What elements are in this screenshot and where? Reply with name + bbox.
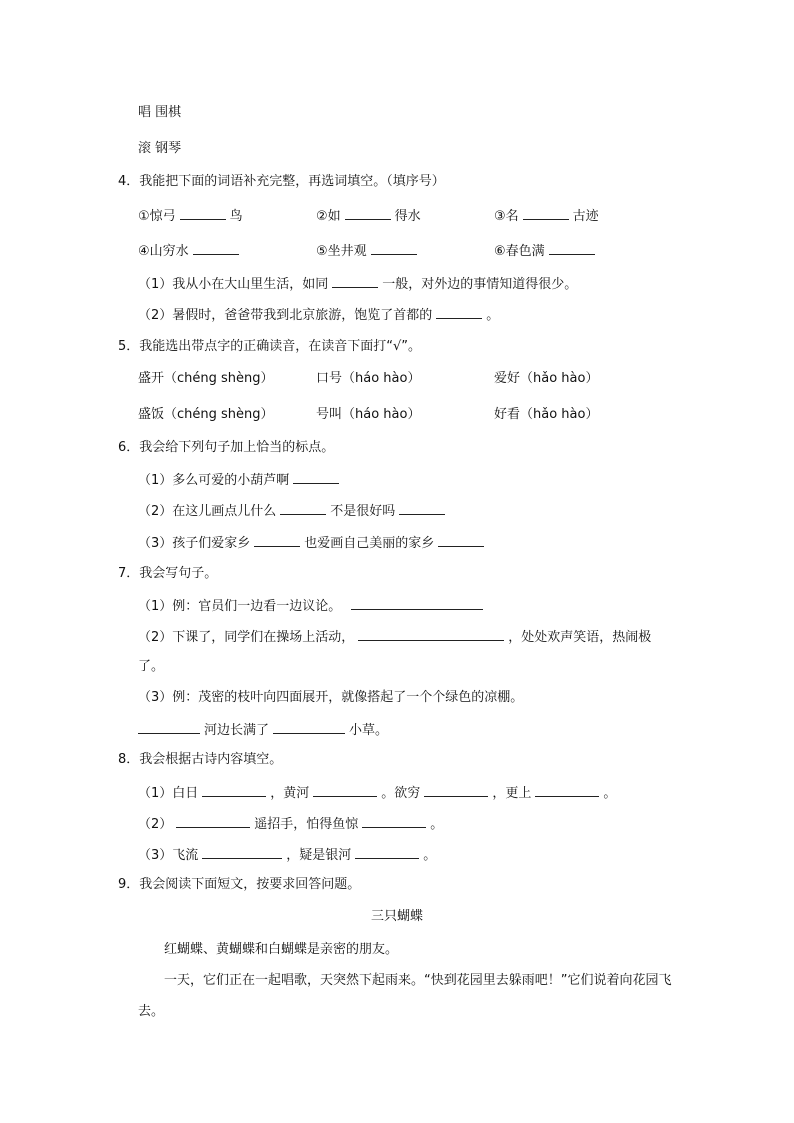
q7-sentence2-cont: 了。 (138, 659, 165, 674)
blank[interactable] (180, 206, 226, 220)
q5-option[interactable]: 好看（hǎo hào） (494, 407, 599, 422)
story-paragraph-2: 一天，它们正在一起唱歌，天突然下起雨来。“快到花园里去躲雨吧！”它们说着向花园飞去。 (138, 973, 672, 1019)
blank[interactable] (254, 533, 300, 547)
blank[interactable] (399, 501, 445, 515)
q4-item4: ④山穷水 (138, 244, 189, 259)
blank[interactable] (355, 845, 419, 859)
blank[interactable] (313, 783, 377, 797)
blank[interactable] (351, 596, 483, 610)
q5-option[interactable]: 盛开（chéng shèng） (138, 371, 274, 386)
blank[interactable] (424, 783, 488, 797)
blank[interactable] (523, 206, 569, 220)
q4-item2: ②如 (316, 209, 341, 224)
q8-line1: （1）白日 ，黄河 。欲穷 ，更上 。 (138, 783, 616, 803)
blank[interactable] (535, 783, 599, 797)
q7-title: 7．我会写句子。 (118, 566, 218, 581)
blank[interactable] (202, 845, 282, 859)
line-sing-go: 唱 围棋 (138, 105, 182, 120)
blank[interactable] (345, 206, 391, 220)
q5-option[interactable]: 爱好（hǎo hào） (494, 371, 599, 386)
q5-option[interactable]: 口号（háo hào） (316, 371, 421, 386)
q4-item5: ⑤坐井观 (316, 244, 367, 259)
blank[interactable] (138, 720, 200, 734)
q4-sentence2: （2）暑假时，爸爸带我到北京旅游，饱览了首都的 。 (138, 305, 499, 325)
line-roll-piano: 滚 钢琴 (138, 141, 182, 156)
q5-option[interactable]: 盛饭（chéng shèng） (138, 407, 274, 422)
q4-item6: ⑥春色满 (494, 244, 545, 259)
q7-sentence3: （3）例：茂密的枝叶向四面展开，就像搭起了一个个绿色的凉棚。 (138, 690, 524, 705)
q6-sentence3: （3）孩子们爱家乡 也爱画自己美丽的家乡 (138, 533, 488, 553)
q7-sentence1: （1）例：官员们一边看一边议论。 (138, 596, 487, 616)
q8-line3: （3）飞流 ，疑是银河 。 (138, 845, 436, 865)
q5-title: 5．我能选出带点字的正确读音，在读音下面打“√”。 (118, 339, 422, 354)
blank[interactable] (549, 241, 595, 255)
q4-title: 4．我能把下面的词语补充完整，再选词填空。（填序号） (118, 174, 445, 189)
q5-option[interactable]: 号叫（háo hào） (316, 407, 421, 422)
blank[interactable] (293, 470, 339, 484)
blank[interactable] (438, 533, 484, 547)
blank[interactable] (358, 627, 504, 641)
story-title: 三只蝴蝶 (370, 909, 423, 924)
blank[interactable] (202, 783, 266, 797)
q8-line2: （2） 遥招手，怕得鱼惊 。 (138, 814, 443, 834)
q4-item1: ①惊弓 (138, 209, 176, 224)
q7-sentence4: 河边长满了 小草。 (138, 720, 388, 740)
blank[interactable] (280, 501, 326, 515)
blank[interactable] (273, 720, 345, 734)
q4-sentence1: （1）我从小在大山里生活，如同 一般，对外边的事情知道得很少。 (138, 274, 577, 294)
q6-title: 6．我会给下列句子加上恰当的标点。 (118, 440, 335, 455)
blank[interactable] (176, 814, 250, 828)
blank[interactable] (362, 814, 426, 828)
blank[interactable] (193, 241, 239, 255)
blank[interactable] (332, 274, 378, 288)
story-paragraph-1: 红蝴蝶、黄蝴蝶和白蝴蝶是亲密的朋友。 (164, 942, 399, 957)
blank[interactable] (436, 305, 482, 319)
blank[interactable] (371, 241, 417, 255)
q7-sentence2: （2）下课了，同学们在操场上活动， ，处处欢声笑语，热闹极 (138, 627, 651, 647)
q6-sentence2: （2）在这儿画点儿什么 不是很好吗 (138, 501, 449, 521)
q4-item3: ③名 (494, 209, 519, 224)
q9-title: 9．我会阅读下面短文，按要求回答问题。 (118, 877, 361, 892)
q8-title: 8．我会根据古诗内容填空。 (118, 752, 283, 767)
q6-sentence1: （1）多么可爱的小葫芦啊 (138, 470, 343, 490)
